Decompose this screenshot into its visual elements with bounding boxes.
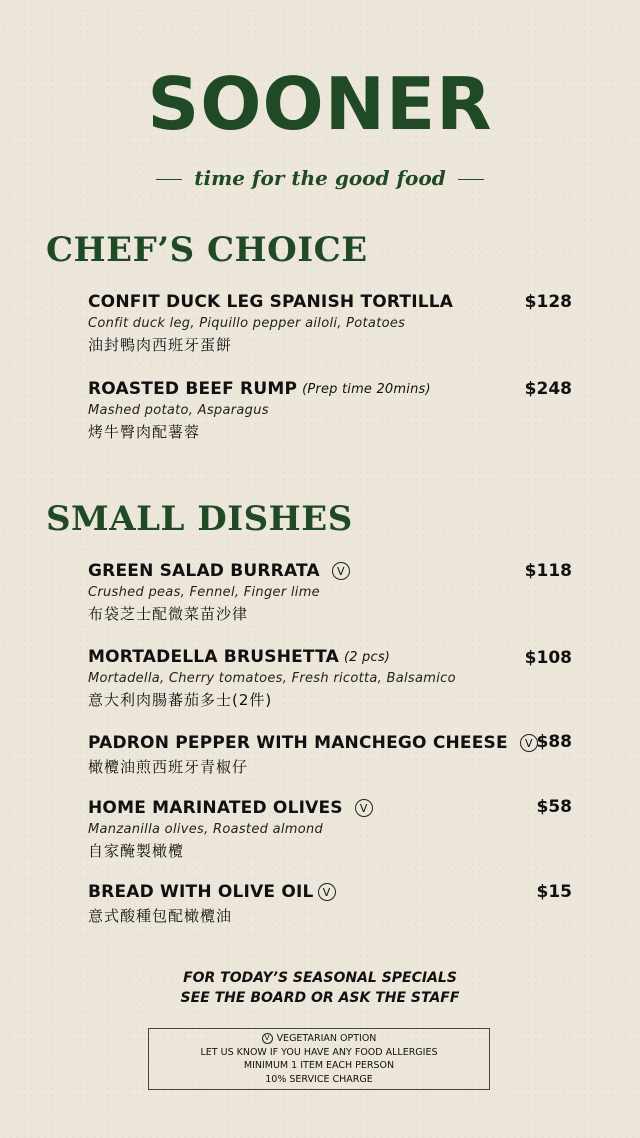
item-price: $15 [536,882,572,902]
tagline [0,166,640,190]
menu-item [88,647,572,710]
minimum-order-note: MINIMUM 1 ITEM EACH PERSON [243,1060,395,1071]
section-title-small-dishes: SMALL DISHES [46,499,353,539]
item-description: Crushed peas, Fennel, Finger lime [88,585,320,600]
item-chinese-name: 烤牛臀肉配薯蓉 [88,423,201,441]
item-chinese-name: 油封鴨肉西班牙蛋餅 [88,336,233,354]
menu-item [88,561,572,624]
restaurant-logo: SOONER [147,62,493,146]
item-name: CONFIT DUCK LEG SPANISH TORTILLA [88,292,454,312]
item-description: Mashed potato, Asparagus [88,403,269,418]
tagline-text: time for the good food [194,166,446,190]
vegetarian-icon: V [318,883,336,901]
item-description: Confit duck leg, Piquillo pepper ailoli, Potatoes [88,316,406,331]
item-price: $118 [524,561,572,581]
item-note: (2 pcs) [343,649,391,665]
section-title-chefs-choice: CHEF’S CHOICE [46,230,368,270]
specials-line-2: SEE THE BOARD OR ASK THE STAFF [180,990,460,1006]
item-name: BREAD WITH OLIVE OIL [88,882,314,902]
vegetarian-icon: V [332,562,350,580]
info-box [148,1028,490,1090]
vegetarian-icon: V [520,734,538,752]
item-chinese-name: 意式酸種包配橄欖油 [88,907,233,925]
menu-item [88,292,572,355]
item-name: MORTADELLA BRUSHETTA [88,647,339,667]
vegetarian-option-label: VEGETARIAN OPTION [276,1033,377,1044]
item-description: Mortadella, Cherry tomatoes, Fresh ricotta, Balsamico [88,671,456,686]
item-chinese-name: 意大利肉腸蕃茄多士(2件) [88,691,273,709]
divider [458,179,484,180]
divider [156,179,182,180]
item-description: Manzanilla olives, Roasted almond [88,822,324,837]
service-charge-note: 10% SERVICE CHARGE [265,1073,373,1085]
item-price: $108 [524,648,572,668]
item-name: HOME MARINATED OLIVES [88,798,343,818]
item-price: $248 [524,379,572,399]
item-price: $58 [536,797,572,817]
menu-item [88,733,600,777]
menu-item [88,798,572,861]
vegetarian-icon: V [262,1033,273,1044]
item-name: PADRON PEPPER WITH MANCHEGO CHEESE [88,733,508,753]
item-name: GREEN SALAD BURRATA [88,561,320,581]
menu-item [88,882,572,926]
specials-note [0,968,640,1008]
item-price: $88 [536,732,572,752]
specials-line-1: FOR TODAY’S SEASONAL SPECIALS [183,970,457,986]
item-chinese-name: 自家醃製橄欖 [88,842,185,860]
allergy-note: LET US KNOW IF YOU HAVE ANY FOOD ALLERGIES [200,1046,438,1058]
vegetarian-icon: V [355,799,373,817]
item-chinese-name: 橄欖油煎西班牙青椒仔 [88,758,249,776]
item-note: (Prep time 20mins) [302,381,431,397]
item-name: ROASTED BEEF RUMP [88,379,298,399]
item-chinese-name: 布袋芝士配微菜苗沙律 [88,605,249,623]
item-price: $128 [524,292,572,312]
menu-item [88,379,572,442]
